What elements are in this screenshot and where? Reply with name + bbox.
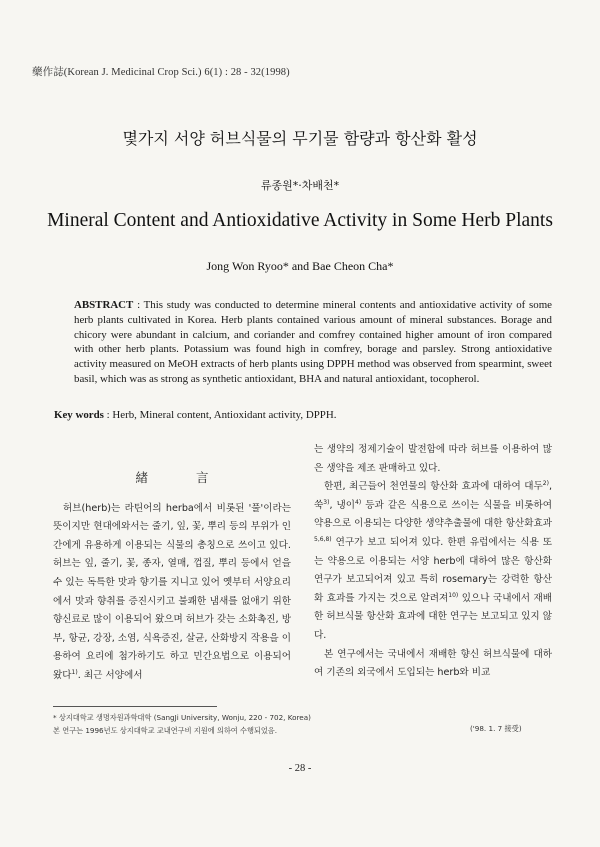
paper-title-english: Mineral Content and Antioxidative Activity in Some Herb Plants <box>47 210 553 231</box>
footnote-affiliation: * 상지대학교 생명자원과학대학 (SangJi University, Wonju, 220 - 702, Korea) <box>53 713 311 722</box>
keywords-label: Key words <box>54 409 104 421</box>
paper-title-korean: 몇가지 서양 허브식물의 무기물 함량과 항산화 활성 <box>122 129 478 148</box>
authors-korean: 류종원*·차배천* <box>260 179 340 192</box>
section-heading-introduction: 緖 言 <box>135 470 231 485</box>
page-number: - 28 - <box>288 763 312 774</box>
citation: 3) <box>323 498 330 506</box>
body-text: 연구가 보고 되어져 있다. 한편 유럽에서는 식용 또는 약용으로 이용되는 서양 herb에 대하여 많은 항산화 연구가 보고되어져 있고 특히 rosemary는 강력한 항산화 효과를 가지는 것으로 알려져 <box>314 536 552 604</box>
abstract-text: : This study was conducted to determine mineral contents and antioxidative activity of some herb plants cultivated in Korea. Herb plants contained various amount of mineral substances. Borage and chicory were abundant in calcium, and coriander and comfrey contained higher amount of iron compared with other herb plants. Potassium was found high in comfrey, borage and parsley. Strong antioxidative activity measured on MeOH extracts of herb plants using DPPH method was observed from spearmint, sweet basil, which was as strong as synthetic antioxidant, BHA and natural antioxidant, tocopherol. <box>74 299 552 385</box>
citation: 10) <box>448 591 459 599</box>
body-text: 허브(herb)는 라틴어의 herba에서 비롯된 '풀'이라는 뜻이지만 현대에와서는 줄기, 잎, 꽃, 뿌리 등의 부위가 인간에게 유용하게 이용되는 식물의 총칭으로 쓰이고 있다. 허브는 잎, 줄기, 꽃, 종자, 열매, 껍질, 뿌리 등에서 얻을 수 있는 독특한 맛과 향기를 지니고 있어 옛부터 서양요리에서 맛과 향취를 증진시키고 불쾌한 냄새를 없애기 위한 향신료로 많이 이용되어 왔으며 허브가 갖는 소화촉진, 방부, 항균, 강장, 소염, 식욕증진, 살균, 산화방지 작용을 이용하여 요리에 첨가하기도 하고 민간요법으로 이용되어 왔다 <box>53 502 291 681</box>
body-text: 등과 같은 식용으로 쓰이는 식물을 비롯하여 약용으로 이용되는 다양한 생약추출물에 대한 항산화효과 <box>314 499 552 530</box>
keywords-text: : Herb, Mineral content, Antioxidant activity, DPPH. <box>106 409 337 421</box>
body-text: , 냉이 <box>329 499 356 511</box>
footnote-funding: 본 연구는 1996년도 상지대학교 교내연구비 지원에 의하여 수행되었음. <box>53 726 278 735</box>
abstract <box>74 298 552 387</box>
body-paragraph: 본 연구에서는 국내에서 재배한 향신 허브식물에 대하여 기존의 외국에서 도입되는 herb와 비교 <box>314 648 552 679</box>
body-paragraph <box>314 478 552 645</box>
footnote-divider <box>53 706 217 707</box>
abstract-label: ABSTRACT <box>74 299 134 311</box>
body-text: . 최근 서양에서 <box>77 669 143 681</box>
body-text: 있으나 국내에서 재배한 허브식물 항산화 효과에 대한 연구는 보고되고 있지 않다. <box>314 592 552 641</box>
body-text: 한편, 최근들어 천연물의 항산화 효과에 대하여 대두 <box>324 481 543 493</box>
body-text: , 쑥 <box>314 481 552 511</box>
citation: 2) <box>542 480 549 487</box>
authors-english: Jong Won Ryoo* and Bae Cheon Cha* <box>206 259 394 273</box>
body-column-left <box>53 441 291 686</box>
journal-header: 藥作誌(Korean J. Medicinal Crop Sci.) 6(1) : 28 - 32(1998) <box>32 67 290 78</box>
received-date: ('98. 1. 7 接受) <box>470 724 522 733</box>
body-paragraph <box>53 500 291 686</box>
citation: 1) <box>71 668 78 676</box>
citation: 4) <box>355 498 362 506</box>
body-column-right <box>314 441 552 683</box>
body-paragraph: 는 생약의 정제기술이 발전함에 따라 허브를 이용하여 많은 생약을 제조 판매하고 있다. <box>314 444 552 474</box>
citation: 5,6,8) <box>314 535 332 543</box>
keywords <box>54 409 554 421</box>
